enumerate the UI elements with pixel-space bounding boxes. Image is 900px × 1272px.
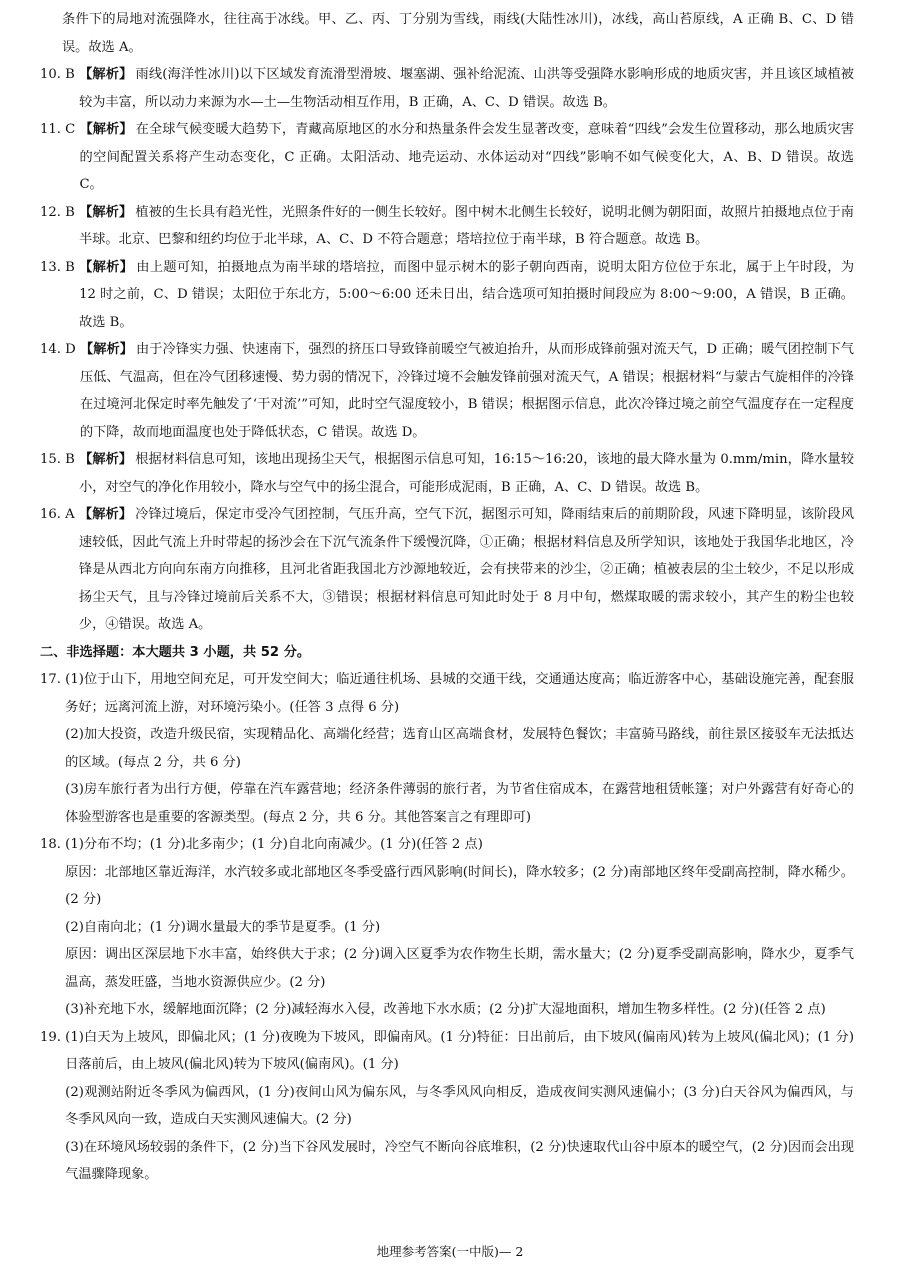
answer-item-12: [40, 199, 854, 254]
sub-answer: (2)加大投资，改造升级民宿，实现精品化、高端化经营；选育山区高端食材，发展特色餐饮；丰富骑马路线，前往景区接驳车无法抵达的区域。(每点 2 分，共 6 分): [65, 727, 854, 770]
sub-answer: (3)在环境风场较弱的条件下，(2 分)当下谷风发展时，冷空气不断向谷底堆积，(2 分)快速取代山谷中原本的暖空气，(2 分)因而会出现气温骤降现象。: [65, 1139, 854, 1182]
analysis-tag: 【解析】: [79, 259, 134, 275]
item-number: 15. B: [40, 452, 80, 467]
item-number: 14. D: [40, 342, 80, 357]
page-footer: 地理参考答案(一中版)— 2: [376, 1244, 524, 1259]
item-text: 由上题可知，拍摄地点为南半球的塔培拉，而图中显示树木的影子朝向西南，说明太阳方位位于东北，属于上午时段，为 12 时之前，C、D 错误；太阳位于东北方，5:00～6:00 还未日出，结合选项可知拍摄时间段应为 8:00～9:00，A 错误，B 正确。故选 B。: [79, 259, 855, 330]
sub-answer: (2)观测站附近冬季风为偏西风，(1 分)夜间山风为偏东风，与冬季风风向相反，造成夜间实测风速偏小；(3 分)白天谷风为偏西风，与冬季风风向一致，造成白天实测风速偏大。(2 分): [65, 1084, 854, 1127]
sub-answer: (1)白天为上坡风，即偏北风；(1 分)夜晚为下坡风，即偏南风。(1 分)特征：日出前后，由下坡风(偏南风)转为上坡风(偏北风)；(1 分)日落前后，由上坡风(偏北风)转为下坡风(偏南风)。(1 分): [65, 1029, 854, 1072]
answer-item-16: [40, 501, 854, 639]
analysis-tag: 【解析】: [79, 204, 133, 220]
sub-answer: 原因：调出区深层地下水丰富，始终供大于求；(2 分)调入区夏季为农作物生长期，需水量大；(2 分)夏季受副高影响，降水少，夏季气温高，蒸发旺盛，当地水资源供应少。(2 分): [65, 947, 854, 990]
sub-answer: (2)自南向北；(1 分)调水量最大的季节是夏季。(1 分): [65, 919, 381, 935]
answer-item-19: [40, 1024, 854, 1189]
analysis-tag: 【解析】: [79, 342, 134, 357]
answer-item-14: [40, 336, 854, 446]
lead-paragraph: 条件下的局地对流强降水，往往高于冰线。甲、乙、丙、丁分别为雪线，雨线(大陆性冰川)，冰线，高山苔原线，A 正确 B、C、D 错误。故选 A。: [62, 12, 854, 55]
item-number: 13. B: [40, 259, 80, 275]
item-number: 17.: [40, 672, 66, 687]
sub-answer: (3)房车旅行者为出行方便，停靠在汽车露营地；经济条件薄弱的旅行者，为节省住宿成本，在露营地租赁帐篷；对户外露营有好奇心的体验型游客也是重要的客源类型。(每点 2 分，共 6 分。其他答案言之有理即可): [65, 782, 854, 825]
item-text: 在全球气候变暖大趋势下，青藏高原地区的水分和热量条件会发生显著改变，意味着“四线”会发生位置移动，那么地质灾害的空间配置关系将产生动态变化，C 正确。太阳活动、地壳运动、水体运动对“四线”影响不如气候变化大，A、B、D 错误。故选 C。: [79, 122, 855, 192]
item-number: 12. B: [40, 204, 80, 220]
sub-answer: (1)分布不均；(1 分)北多南少；(1 分)自北向南减少。(1 分)(任答 2 点): [65, 837, 483, 852]
sub-answer: 原因：北部地区靠近海洋，水汽较多或北部地区冬季受盛行西风影响(时间长)，降水较多；(2 分)南部地区终年受副高控制，降水稀少。(2 分): [65, 864, 854, 907]
item-text: 根据材料信息可知，该地出现扬尘天气，根据图示信息可知，16:15～16:20，该地的最大降水量为 0.mm/min，降水量较小，对空气的净化作用较小，降水与空气中的扬尘混合，可能形成泥雨，B 正确，A、C、D 错误。故选 B。: [79, 452, 854, 495]
sub-answer: (1)位于山下，用地空间充足，可开发空间大；临近通往机场、县城的交通干线，交通通达度高；临近游客中心，基础设施完善，配套服务好；远离河流上游，对环境污染小。(任答 3 点得 6 分): [65, 672, 854, 715]
answer-item-13: [40, 254, 854, 337]
analysis-tag: 【解析】: [79, 122, 133, 137]
section-heading: 二、非选择题：本大题共 3 小题，共 52 分。: [40, 644, 311, 660]
item-text: 雨线(海洋性冰川)以下区域发育流滑型滑坡、堰塞湖、强补给泥流、山洪等受强降水影响形成的地质灾害，并且该区域植被较为丰富，所以动力来源为水—土—生物活动相互作用，B 正确，A、C、D 错误。故选 B。: [79, 67, 854, 110]
answer-item-11: [40, 116, 854, 199]
sub-answer: (3)补充地下水，缓解地面沉降；(2 分)减轻海水入侵，改善地下水水质；(2 分)扩大湿地面积，增加生物多样性。(2 分)(任答 2 点): [65, 1002, 826, 1017]
analysis-tag: 【解析】: [79, 67, 133, 82]
item-number: 11. C: [40, 122, 80, 137]
item-number: 16. A: [40, 507, 79, 522]
item-number: 18.: [40, 837, 66, 852]
answer-item-10: [40, 61, 854, 116]
analysis-tag: 【解析】: [78, 507, 133, 522]
answer-item-18: [40, 831, 854, 1024]
analysis-tag: 【解析】: [79, 452, 133, 467]
item-number: 10. B: [40, 67, 80, 82]
answer-item-15: [40, 446, 854, 501]
item-text: 由于冷锋实力强、快速南下，强烈的挤压口导致锋前暖空气被迫抬升，从而形成锋前强对流天气，D 正确；暖气团控制下气压低、气温高，但在冷气团移速慢、势力弱的情况下，冷锋过境不会触发锋前强对流天气，A 错误；根据材料“与蒙古气旋相伴的冷锋在过境河北保定时率先触发了‘干对流’”可知，此时空气湿度较小，B 错误；根据图示信息，此次冷锋过境之前空气温度存在一定程度的下降，故而地面温度也处于降低状态，C 错误。故选 D。: [79, 342, 854, 440]
item-text: 植被的生长具有趋光性，光照条件好的一侧生长较好。图中树木北侧生长较好，说明北侧为朝阳面，故照片拍摄地点位于南半球。北京、巴黎和纽约均位于北半球，A、C、D 不符合题意；塔培拉位于南半球，B 符合题意。故选 B。: [79, 204, 854, 247]
answer-item-17: [40, 666, 854, 831]
item-text: 冷锋过境后，保定市受冷气团控制，气压升高，空气下沉，据图示可知，降雨结束后的前期阶段，风速下降明显，该阶段风速较低，因此气流上升时带起的扬沙会在下沉气流条件下缓慢沉降，①正确；根据材料信息及所学知识，该地处于我国华北地区，冷锋是从西北方向向东南方向推移，且河北省距我国北方沙源地较近，会有挟带来的沙尘，②正确；植被表层的尘土较少，不足以形成扬尘天气，且与冷锋过境前后关系不大，③错误；根据材料信息可知此时处于 8 月中旬，燃煤取暖的需求较小，其产生的粉尘也较少，④错误。故选 A。: [78, 507, 855, 632]
item-number: 19.: [40, 1029, 66, 1045]
